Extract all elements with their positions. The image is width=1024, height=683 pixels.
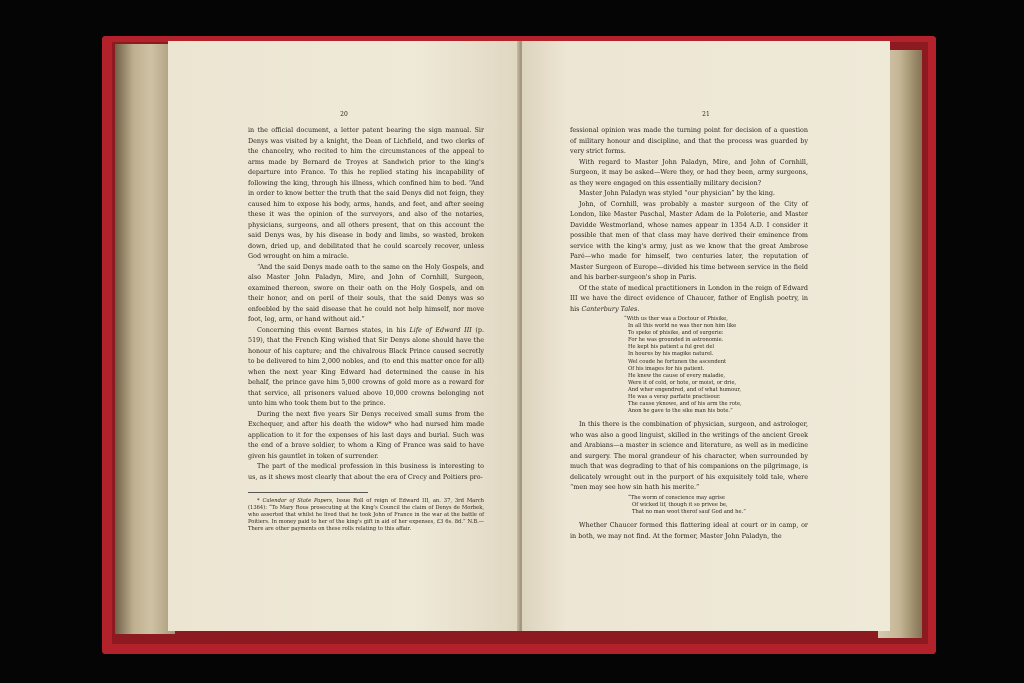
verse-line: He knew the cause of every maladie, — [628, 372, 726, 379]
verse-line: Wel coude he fortunen the ascendent — [628, 358, 727, 365]
verse-line: Of his images for his patient. — [628, 365, 705, 372]
page-number: 20 — [340, 111, 348, 118]
verse-line: For he was grounded in astronomie. — [628, 337, 724, 344]
verse-line: He kept his patient a ful gret del — [628, 344, 715, 351]
text-run: (p. 519), that the French King wished that Sir Denys alone should have the honour of his capture; and the chivalrous Black Prince caused secretly to be delivered to him 2,000 nobles, and (to end this matter once for all) when the next year King Edward had determined the cause in his behalf, the prince gave him 5,000 crowns of gold more as a reward for that service, all prisoners valued above 10,000 crowns belonging not unto him who took them but to the prince. — [248, 325, 484, 407]
footnote-mark: * — [257, 498, 263, 504]
paragraph: “And the said Denys made oath to the same on the Holy Gospels, and also Master John Paladyn, Mire, and John of Cornhill, Surgeon, examined thereon, swore on their oath on the Holy Gospels, and on their honor, and on peril of their souls, that the said Denys was so enfeebled by the said disease that he could not help himself, nor move foot, leg, arm, or hand without aid.” — [248, 262, 484, 323]
book-title: Life of Edward III — [409, 325, 472, 334]
left-page-text — [248, 125, 484, 533]
footnote — [248, 498, 484, 533]
left-page — [168, 41, 520, 631]
verse-line: And wher engendred, and of what humour, — [628, 386, 741, 393]
paragraph: Master John Paladyn was styled “our physician” by the king. — [579, 189, 775, 197]
verse-line: “The worm of conscience may agrise — [628, 494, 725, 501]
paragraph: in the official document, a letter patent bearing the sign manual. Sir Denys was visited by a knight, the Dean of Lichfield, and two clerks of the chancelry, who recited to him the circumstances of the appeal to arms made by Bernard de Troyes at Sandwich prior to the king's departure into France. To this he replied stating his incapability of following the king, through his illness, which confined him to bed. “And in order to know better the truth that the said Denys did not feign, they caused him to expose his body, arms, hands, and feet, and after seeing these it was the opinion of the surveyors, and also of the notaries, physicians, surgeons, and all others present, that on this account the said Denys was, by his disease in body and limbs, so wasted, broken down, dried up, and debilitated that he could scarcely recover, unless God wrought on him a miracle. — [248, 126, 484, 260]
paragraph: fessional opinion was made the turning point for decision of a question of military honour and discipline, and that the process was guarded by very strict forms. — [570, 126, 808, 155]
verse-line: “With us ther was a Doctour of Phisike, — [624, 316, 728, 322]
footnote-text: , Issue Roll of reign of Edward III, an. 37, 3rd March (1364): “To Mary Rous prosecuting at the King's Council the claim of Denys de Morbek, who asserted that whilst he lived that he took John of France in the war at the battle of Poitiers. In money paid to her of the king's gift in aid of her expenses, £3 6s. 8d.” N.B.—There are other payments on these rolls relating to this affair. — [248, 498, 484, 532]
paragraph: The part of the medical profession in this business is interesting to us, as it shews most clearly that about the era of Crecy and Poitiers pro- — [248, 462, 484, 481]
paragraph: With regard to Master John Paladyn, Mire, and John of Cornhill, Surgeon, it may be asked—Were they, or had they been, army surgeons, as they were engaged on this essentially military decision? — [570, 157, 808, 187]
paragraph — [570, 283, 808, 315]
paragraph — [248, 325, 484, 409]
paragraph: In this there is the combination of physician, surgeon, and astrologer, who was also a good linguist, skilled in the writings of the ancient Greek and Arabians—a master in science and literature, as well as in medicine and surgery. The moral grandeur of his character, when surrounded by much that was degrading to that of his companions on the pilgrimage, is delicately wrought out in the purport of his exquisitely told tale, where “men may see how sin hath his merite.” — [570, 420, 808, 492]
text-run: . — [637, 304, 640, 313]
right-page-text — [570, 125, 808, 541]
verse-quote — [628, 495, 808, 516]
verse-quote — [624, 316, 808, 415]
paragraph: During the next five years Sir Denys received small sums from the Exchequer, and after his death the widow* who had nursed him made application to it for the expenses of his last days and burial. Such was the end of a brave soldier, to whom a King of France was said to have given his gauntlet in token of surrender. — [248, 409, 484, 460]
verse-line: In all this world ne was ther non him like — [628, 323, 737, 330]
verse-line: Of wicked lif, though it so privee be, — [632, 501, 728, 508]
verse-line: In houres by his magike naturel. — [628, 351, 714, 358]
book-title: Canterbury Tales — [581, 304, 638, 313]
verse-line: He was a veray parfaite practisour. — [628, 394, 721, 401]
paragraph: Whether Chaucer formed this flattering ideal at court or in camp, or in both, we may not find. At the former, Master John Paladyn, the — [570, 521, 808, 540]
text-run: Of the state of medical practitioners in London in the reign of Edward III we have the direct evidence of Chaucer, father of English poetry, in his — [570, 283, 808, 313]
paragraph: John, of Cornhill, was probably a master surgeon of the City of London, like Master Paschal, Master Adam de la Poleterie, and Master Davidde Westmorland, whose names appear in 1354 A.D. I consider it possible that men of that class may have derived their eminence from service with the king's army, just as we know that the great Ambrose Paré—who made for himself, two centuries later, the reputation of Master Surgeon of Europe—divided his time between service in the field and his barber-surgeon's shop in Paris. — [570, 199, 808, 281]
verse-line: To speke of phisike, and of surgerie: — [628, 330, 724, 337]
footnote-title: Calendar of State Papers — [262, 498, 332, 504]
verse-line: That no man woot therof sauf God and he.” — [632, 509, 746, 515]
page-number: 21 — [702, 111, 710, 118]
verse-line: Were it of cold, or hote, or moist, or drie, — [628, 379, 737, 386]
page-edges-left — [115, 44, 175, 634]
verse-line: Anon he gave to the sike man his bote.” — [628, 408, 733, 415]
verse-line: The cause yknowe, and of his arm the rote, — [628, 401, 742, 408]
text-run: Concerning this event Barnes states, in his — [257, 325, 410, 334]
footnote-rule — [248, 492, 368, 493]
right-page — [522, 41, 890, 631]
